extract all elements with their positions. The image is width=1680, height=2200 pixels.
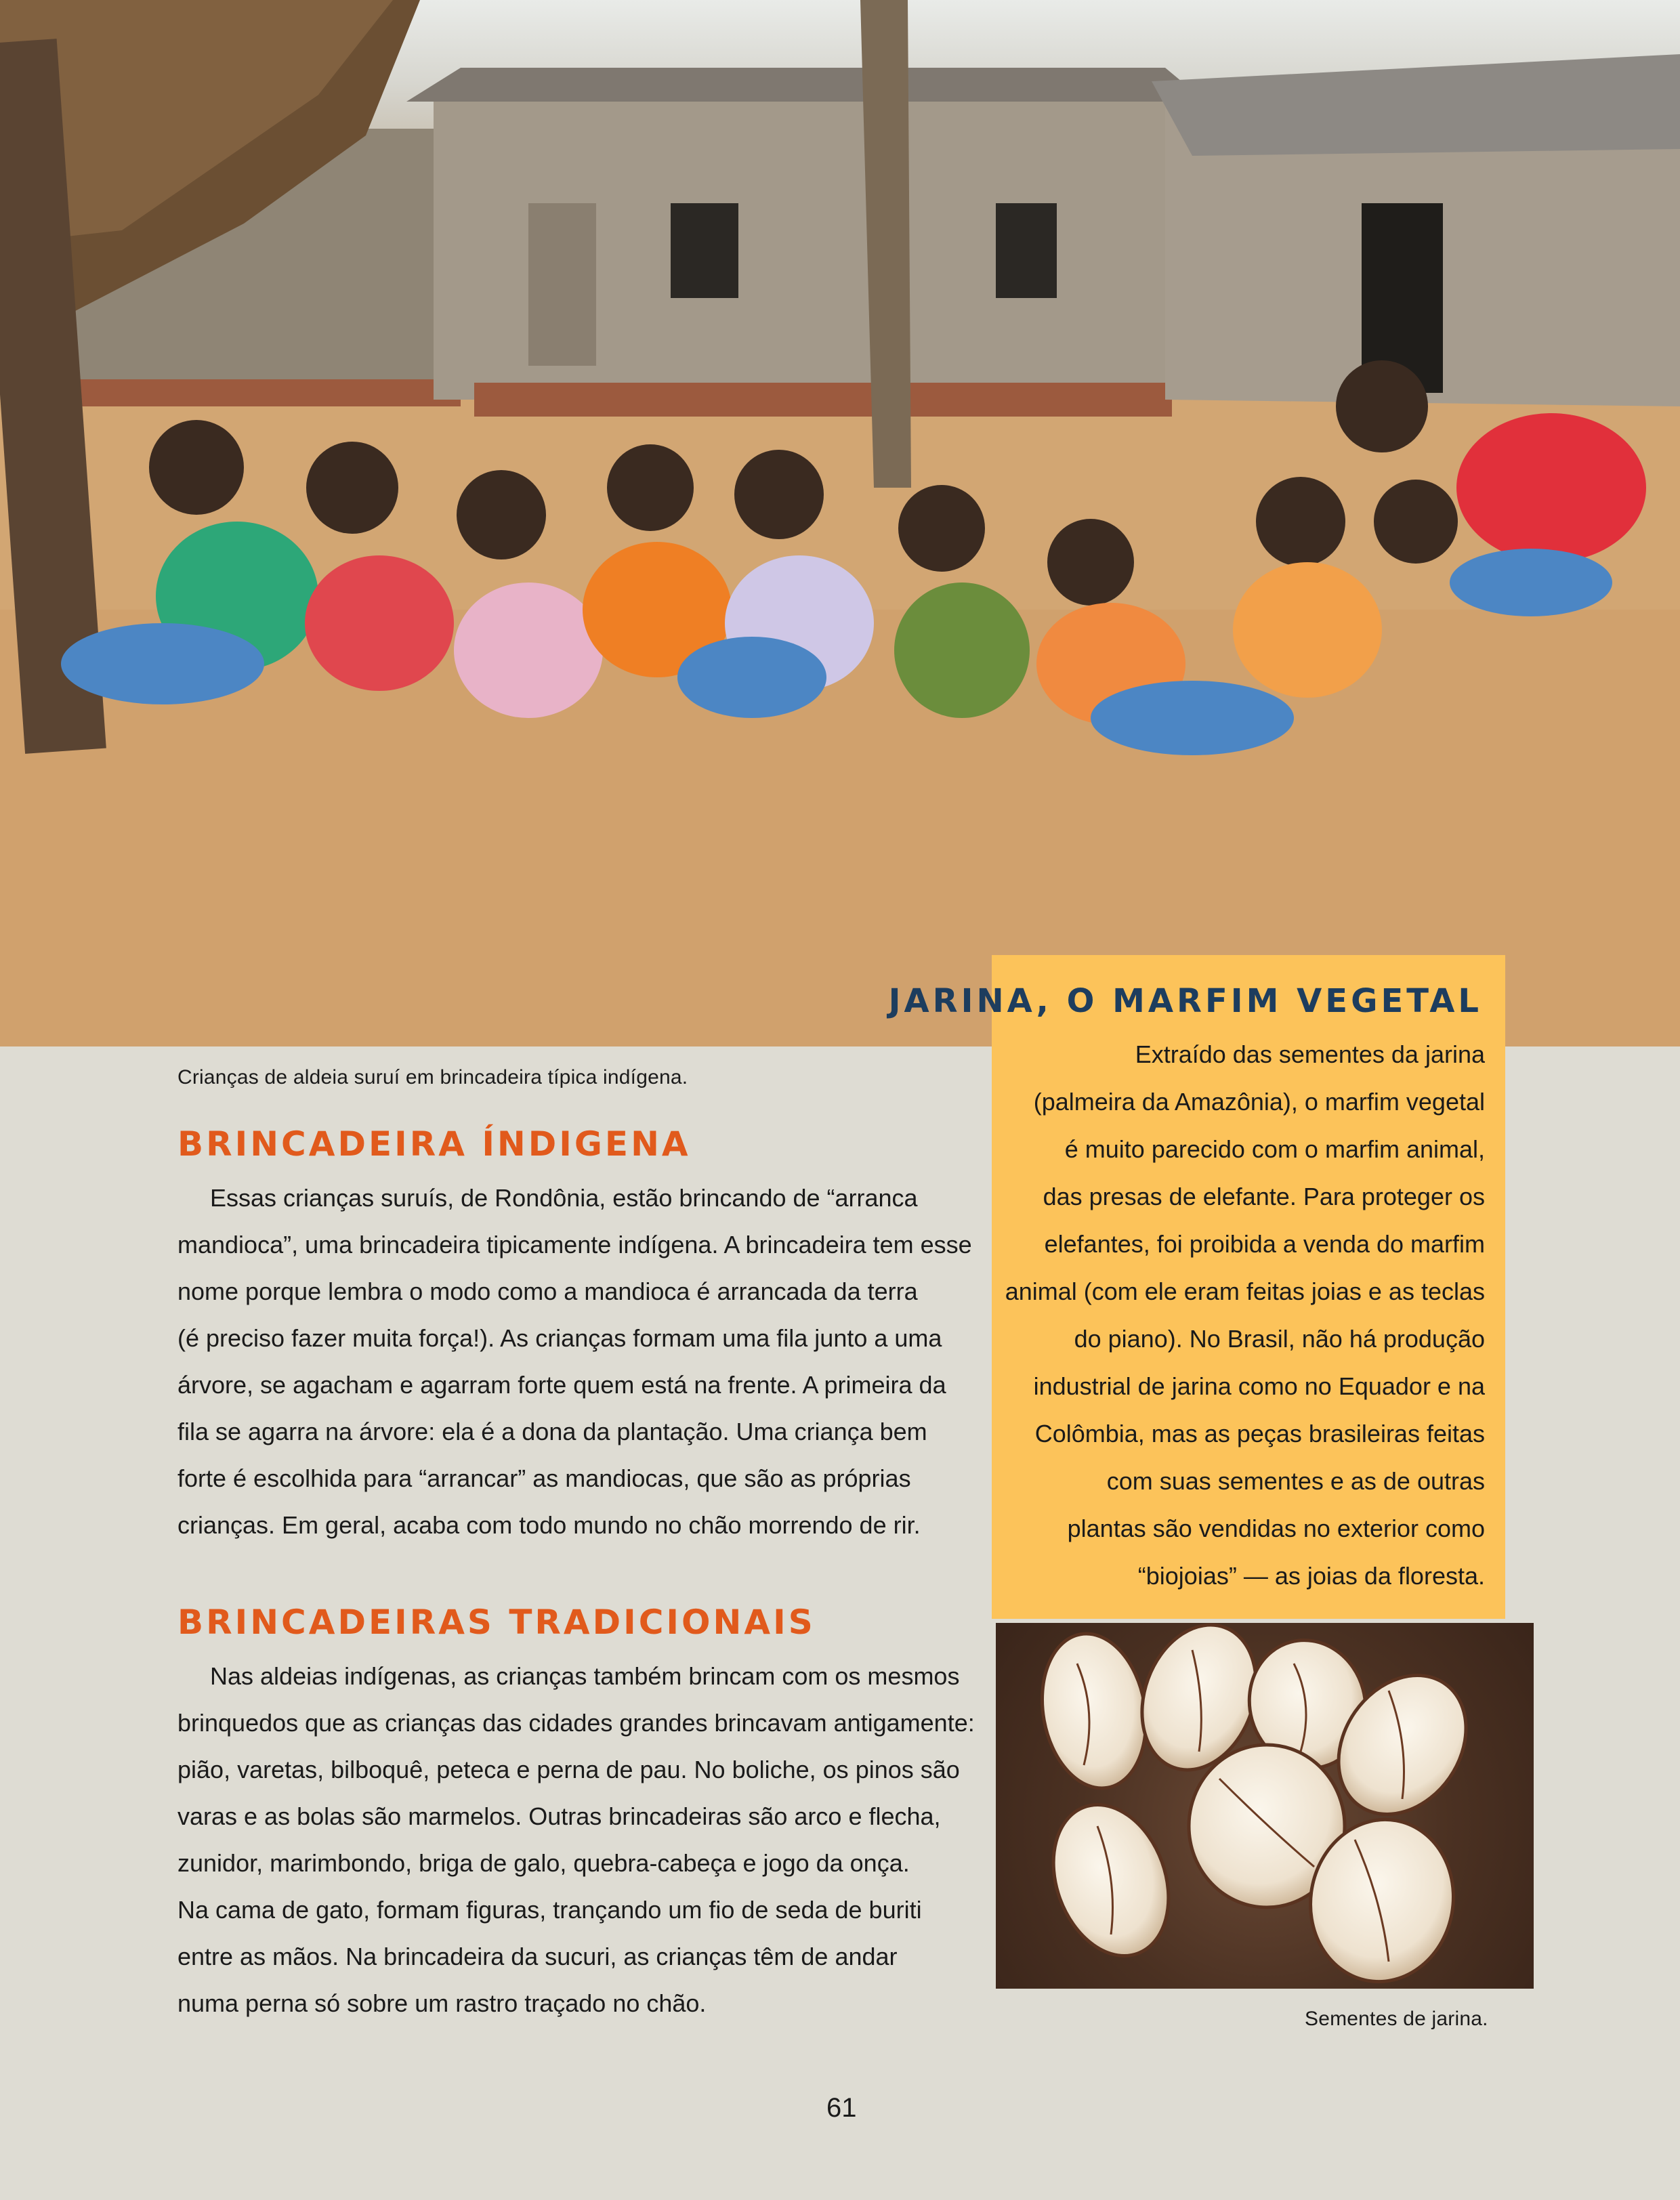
section-title-brincadeiras-tradicionais: BRINCADEIRAS TRADICIONAIS xyxy=(177,1603,816,1642)
section2-paragraph: Nas aldeias indígenas, as crianças também brincam com os mesmos brinquedos que as crianças das cidades grandes brincavam antigamente: pião, varetas, bilboquê, peteca e perna de pau. No boliche, os pinos são varas e as bolas são marmelos. Outras brincadeiras são arco e flecha, zunidor, marimbondo, briga de galo, quebra-cabeça e jogo da onça. Na cama de gato, formam figuras, trançando um fio de seda de buriti entre as mãos. Na brincadeira da sucuri, as crianças têm de andar numa perna só sobre um rastro traçado no chão. xyxy=(177,1662,975,2017)
jarina-info-box xyxy=(888,955,1505,1619)
jarina-seeds-photo xyxy=(996,1623,1534,1989)
section1-paragraph: Essas crianças suruís, de Rondônia, estão brincando de “arranca mandioca”, uma brincadeira tipicamente indígena. A brincadeira tem esse nome porque lembra o modo como a mandioca é arrancada da terra (é preciso fazer muita força!). As crianças formam uma fila junto a uma árvore, se agacham e agarram forte quem está na frente. A primeira da fila se agarra na árvore: ela é a dona da plantação. Uma criança bem forte é escolhida para “arrancar” as mandiocas, que são as próprias crianças. Em geral, acaba com todo mundo no chão morrendo de rir. xyxy=(177,1184,972,1539)
photo-caption: Crianças de aldeia suruí em brincadeira típica indígena. xyxy=(177,1066,688,1088)
seeds-caption: Sementes de jarina. xyxy=(1305,2008,1488,2030)
section-title-brincadeira-indigena: BRINCADEIRA ÍNDIGENA xyxy=(177,1124,691,1164)
section-body-brincadeiras-tradicionais xyxy=(177,1653,977,2027)
section-body-brincadeira-indigena xyxy=(177,1175,977,1548)
page-number: 61 xyxy=(826,2093,857,2123)
children-playing-photo xyxy=(0,0,1680,1046)
box-title: JARINA, O MARFIM VEGETAL xyxy=(888,982,1482,1020)
box-text: Extraído das sementes da jarina (palmeira da Amazônia), o marfim vegetal é muito parecido com o marfim animal, das presas de elefante. Para proteger os elefantes, foi proibida a venda do marfim animal (com ele eram feitas joias e as teclas do piano). No Brasil, não há produção industrial de jarina como no Equador e na Colômbia, mas as peças brasileiras feitas com suas sementes e as de outras plantas são vendidas no exterior como “biojoias” — as joias da floresta. xyxy=(1005,1040,1485,1590)
